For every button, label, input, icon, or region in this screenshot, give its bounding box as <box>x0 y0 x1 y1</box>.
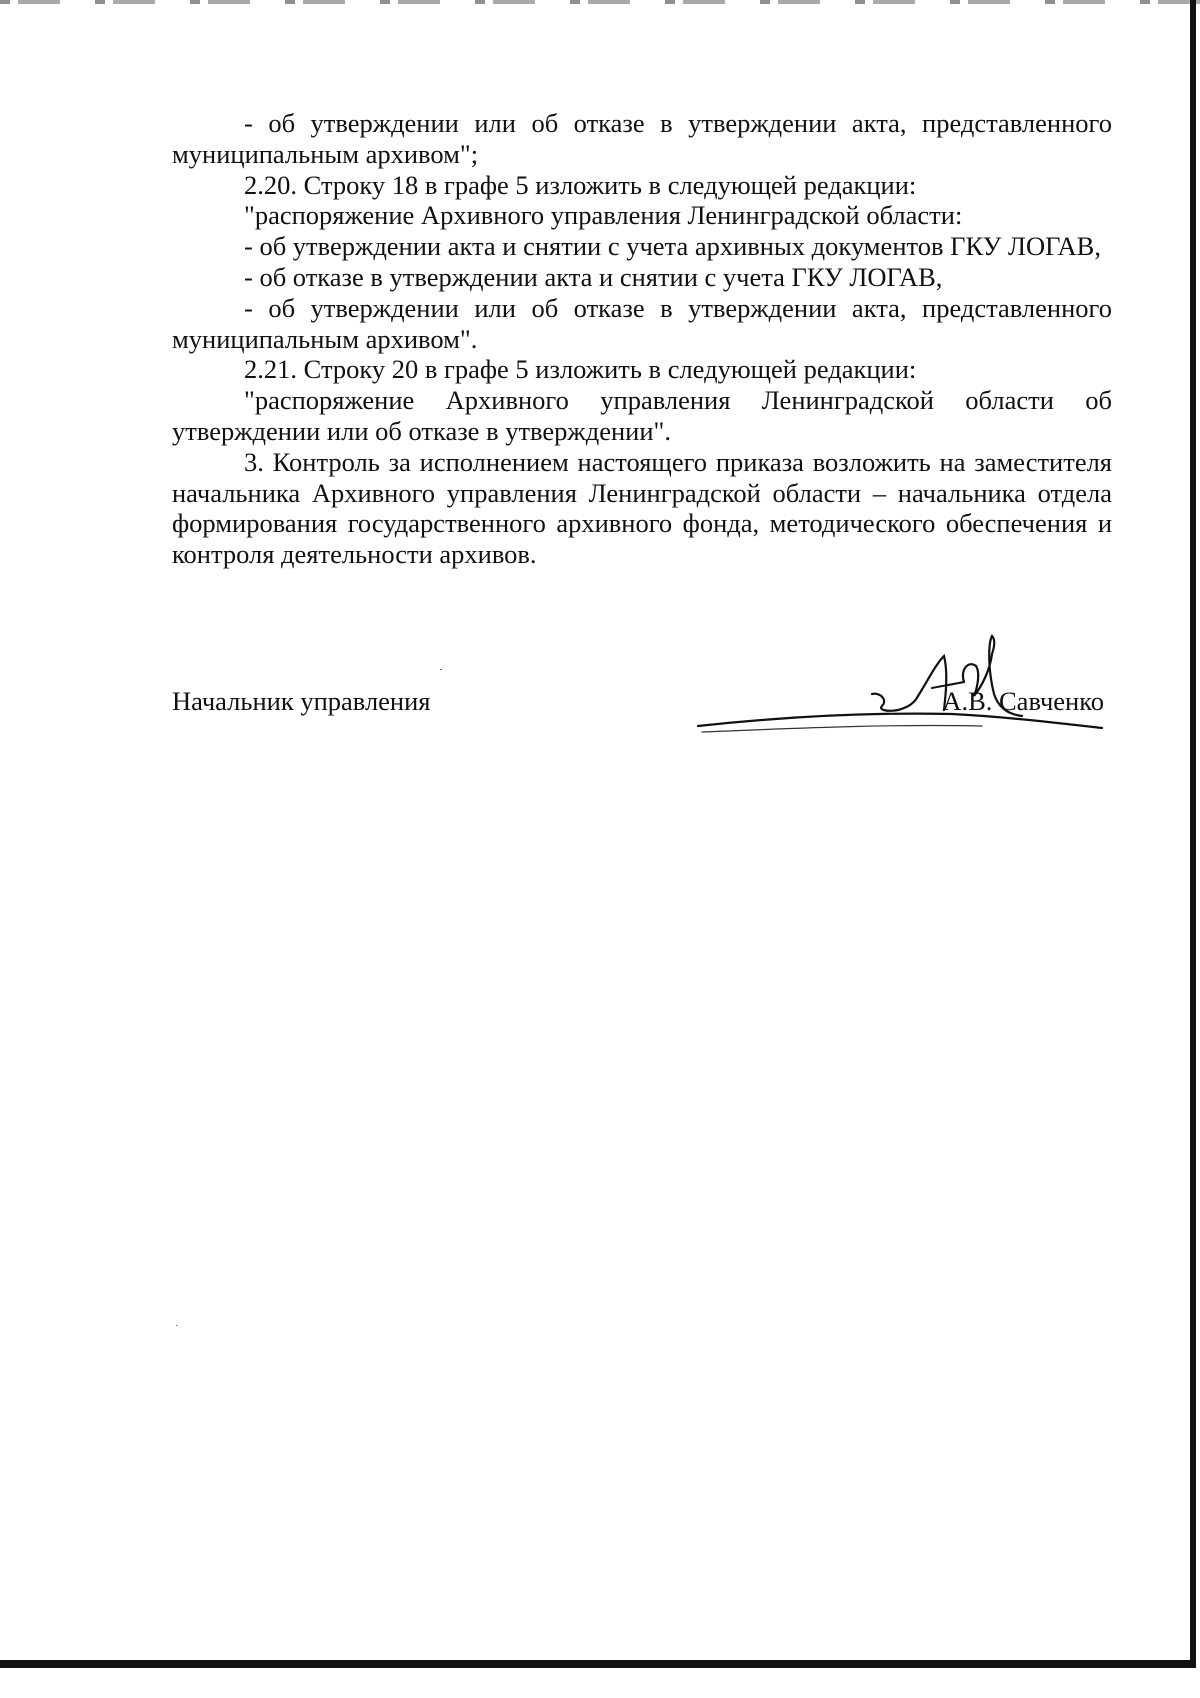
signature-block <box>172 686 1112 746</box>
paragraph-4: - об утверждении акта и снятии с учета архивных документов ГКУ ЛОГАВ, <box>244 231 1101 262</box>
scan-artifact-top <box>0 0 1200 4</box>
paragraph-2: 2.20. Строку 18 в графе 5 изложить в следующей редакции: <box>244 169 917 200</box>
signatory-name: А.В. Савченко <box>942 686 1104 716</box>
paragraph-9: 3. Контроль за исполнением настоящего приказа возложить на заместителя начальника Архивного управления Ленинградской области – начальника отдела формирования государственного архивного фонда, методического обеспечения и контроля деятельности архивов. <box>172 446 1112 570</box>
document-body <box>172 108 1112 570</box>
paragraph-8: "распоряжение Архивного управления Ленинградской области об утверждении или об отказе в утверждении". <box>172 385 1112 446</box>
scan-border-bottom <box>0 1660 1196 1668</box>
paragraph-7: 2.21. Строку 20 в графе 5 изложить в следующей редакции: <box>244 354 917 385</box>
paragraph-3: "распоряжение Архивного управления Ленинградской области: <box>244 200 963 231</box>
scan-speck <box>440 669 442 670</box>
scan-speck <box>176 1325 178 1326</box>
paragraph-5: - об отказе в утверждении акта и снятии с учета ГКУ ЛОГАВ, <box>244 261 943 292</box>
signatory-title: Начальник управления <box>172 686 431 716</box>
paragraph-6: - об утверждении или об отказе в утверждении акта, представленного муниципальным архивом". <box>172 292 1112 354</box>
paragraph-1: - об утверждении или об отказе в утверждении акта, представленного муниципальным архивом"; <box>172 108 1112 169</box>
scan-border-right <box>1190 0 1196 1668</box>
